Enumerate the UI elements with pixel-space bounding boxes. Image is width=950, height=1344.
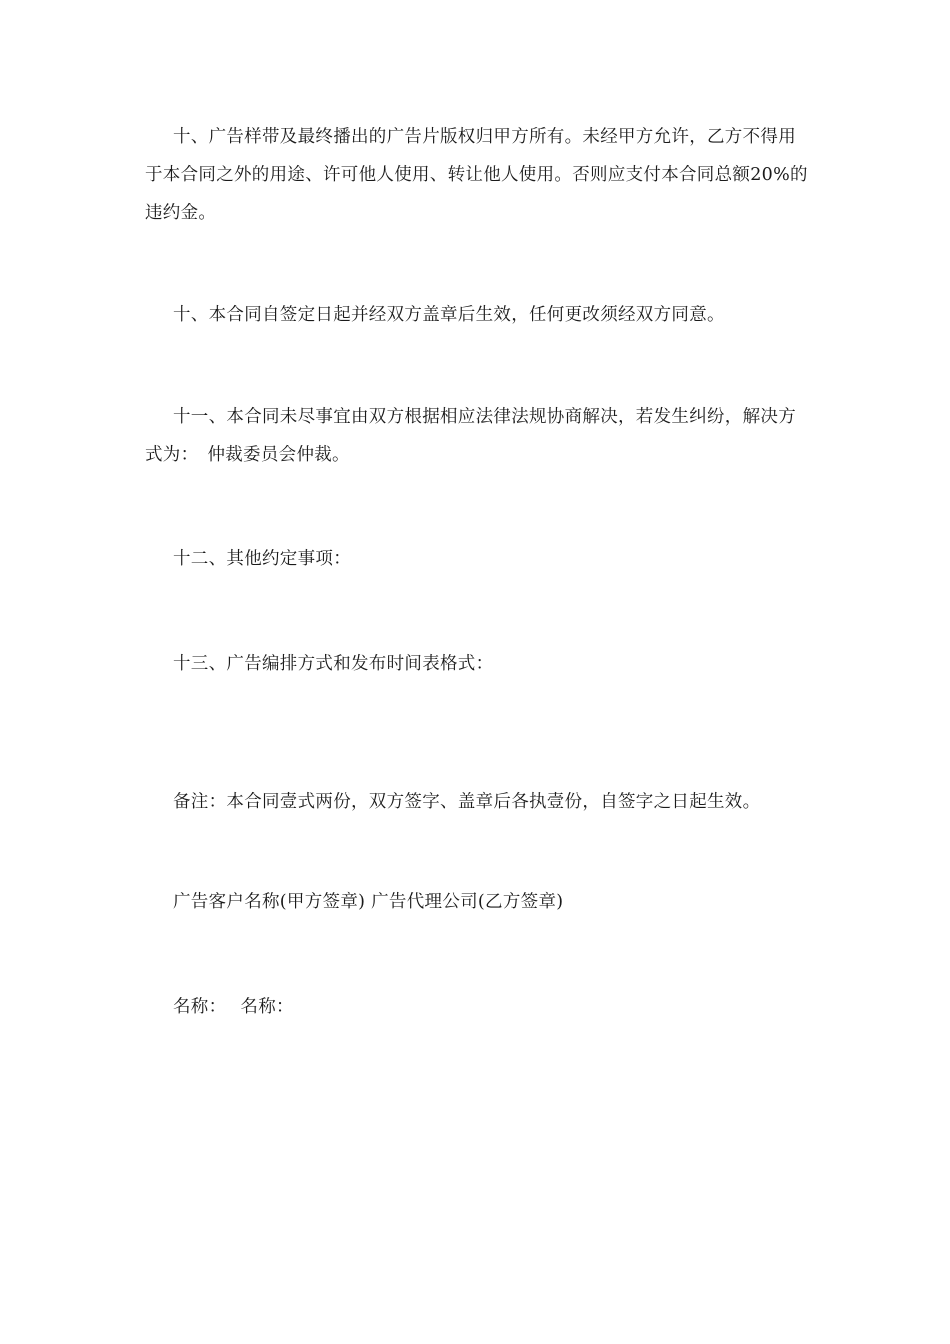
remarks: 备注：本合同壹式两份，双方签字、盖章后各执壹份，自签字之日起生效。	[173, 792, 761, 812]
signature-name-line	[145, 988, 810, 1026]
clause-effective-date: 十、本合同自签定日起并经双方盖章后生效，任何更改须经双方同意。	[173, 305, 725, 325]
party-b-name-label: 名称：	[240, 997, 294, 1017]
clause-copyright: 十、广告样带及最终播出的广告片版权归甲方所有。未经甲方允许，乙方不得用于本合同之外的用途、许可他人使用、转让他人使用。否则应支付本合同总额20%的违约金。	[145, 127, 808, 223]
clause-schedule-format: 十三、广告编排方式和发布时间表格式：	[173, 654, 494, 674]
clause-dispute-resolution: 十一、本合同未尽事宜由双方根据相应法律法规协商解决，若发生纠纷，解决方式为： 仲裁委员会仲裁。	[145, 407, 796, 465]
signature-parties: 广告客户名称(甲方签章) 广告代理公司(乙方签章)	[173, 892, 564, 912]
clause-other-matters: 十二、其他约定事项：	[173, 549, 351, 569]
party-a-name-label: 名称：	[173, 997, 227, 1017]
